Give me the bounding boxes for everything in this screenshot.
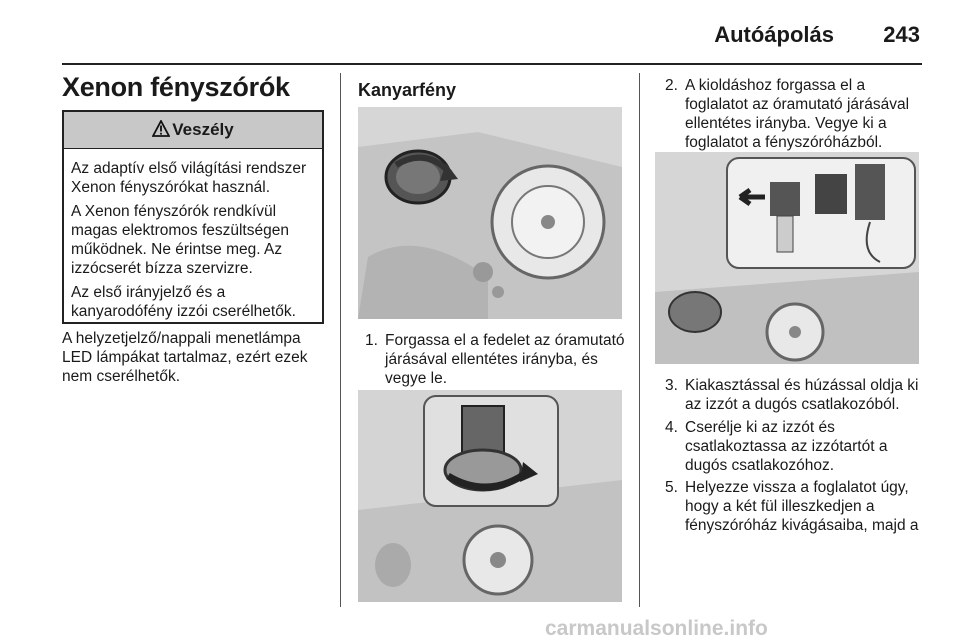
section-title: Xenon fényszórók bbox=[62, 72, 290, 102]
step-number: 1. bbox=[365, 332, 378, 349]
illustration-socket-removal bbox=[358, 390, 622, 602]
page-number: 243 bbox=[883, 22, 920, 47]
column-divider-1 bbox=[340, 73, 341, 607]
warning-paragraph: Az első irányjelző és a kanyarodófény izzói cserélhetők. bbox=[71, 284, 296, 320]
warning-triangle-icon bbox=[152, 120, 170, 137]
step-3 bbox=[665, 376, 930, 416]
warning-body bbox=[64, 149, 322, 321]
step-number: 4. bbox=[665, 419, 678, 436]
step-1 bbox=[365, 331, 625, 391]
step-number: 3. bbox=[665, 377, 678, 394]
warning-header bbox=[64, 112, 322, 149]
column-divider-2 bbox=[639, 73, 640, 607]
warning-box bbox=[62, 110, 324, 324]
header-rule bbox=[62, 63, 922, 65]
step-4 bbox=[665, 418, 930, 478]
step-number: 5. bbox=[665, 479, 678, 496]
step-text: Helyezze vissza a foglalatot úgy, hogy a két fül illeszkedjen a fényszóróház kivágásaiba, majd a bbox=[685, 479, 919, 534]
warning-paragraph: Az adaptív első világítási rendszer Xenon fényszórókat használ. bbox=[71, 160, 307, 196]
step-5 bbox=[665, 478, 930, 538]
step-number: 2. bbox=[665, 77, 678, 94]
warning-paragraph: A Xenon fényszórók rendkívül magas elektromos feszültségen működnek. Ne érintse meg. Az izzócserét bízza szervizre. bbox=[71, 203, 289, 277]
warning-title: Veszély bbox=[172, 120, 234, 139]
intro-paragraph: A helyzetjelző/nappali menetlámpa LED lámpákat tartalmaz, ezért ezek nem cserélhetők. bbox=[62, 330, 308, 385]
illustration-cover-removal bbox=[358, 107, 622, 319]
step-text: Cserélje ki az izzót és csatlakoztassa az izzótartót a dugós csatlakozóhoz. bbox=[685, 419, 888, 474]
illustration-bulb-removal bbox=[655, 152, 919, 364]
step-text: A kioldáshoz forgassa el a foglalatot az óramutató járásával ellentétes irányba. Vegye ki a foglalatot a fényszóróházból. bbox=[685, 77, 910, 151]
step-2 bbox=[665, 76, 930, 156]
step-text: Forgassa el a fedelet az óramutató járásával ellentétes irányba, és vegye le. bbox=[385, 332, 625, 387]
footer-watermark: carmanualsonline.info bbox=[545, 617, 768, 640]
header-title: Autóápolás bbox=[714, 22, 834, 47]
step-text: Kiakasztással és húzással oldja ki az izzót a dugós csatlakozóból. bbox=[685, 377, 919, 413]
page-header bbox=[62, 12, 922, 52]
subsection-title: Kanyarfény bbox=[358, 80, 457, 100]
